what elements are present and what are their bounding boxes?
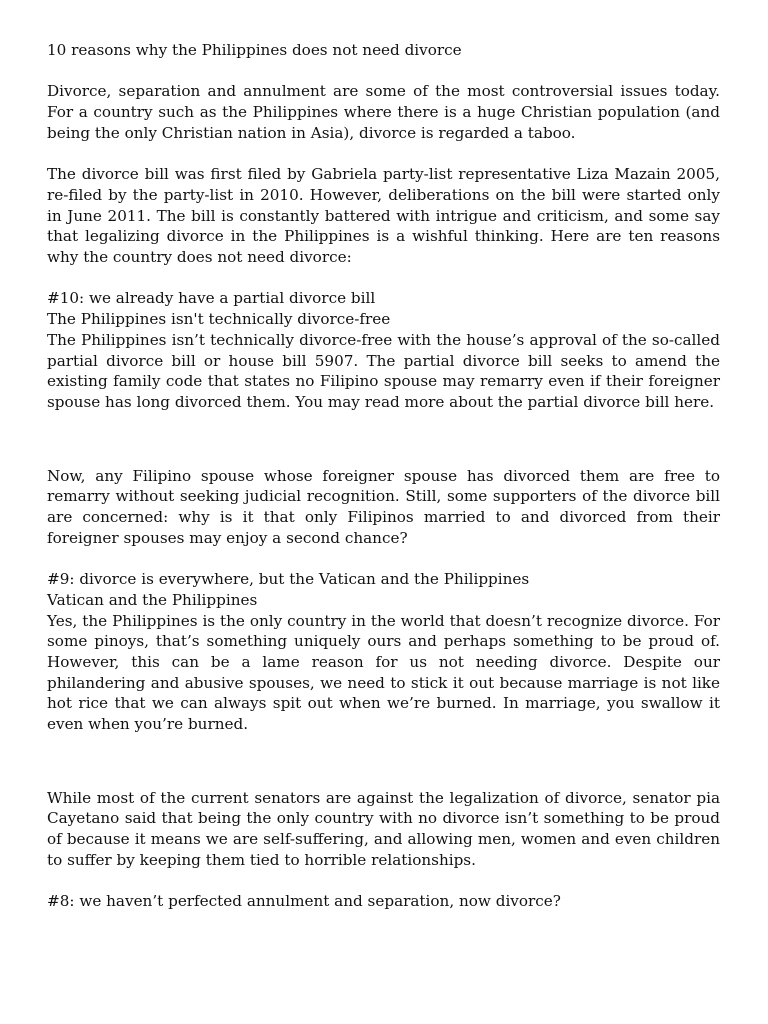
- section-subheading-9: Vatican and the Philippines: [47, 590, 258, 609]
- spacer: [47, 871, 720, 892]
- spacer: [47, 268, 720, 289]
- spacer: [47, 144, 720, 165]
- intro-paragraph: Divorce, separation and annulment are some of the most controversial issues today. For a country such as the Philippines where there is a huge Christian population (and being the only Christian nation in Asia), divorce is regarded a taboo.: [47, 82, 720, 142]
- section-subheading-10: The Philippines isn't technically divorce-free: [47, 310, 391, 329]
- document-title: 10 reasons why the Philippines does not need divorce: [47, 41, 462, 59]
- intro-paragraph: The divorce bill was first filed by Gabriela party-list representative Liza Mazain 2005, re-filed by the party-list in 2010. However, deliberations on the bill were started only in June 2011. The bill is constantly battered with intrigue and criticism, and some say that legalizing divorce in the Philippines is a wishful thinking. Here are ten reasons why the country does not need divorce:: [47, 165, 720, 266]
- section-paragraph: Yes, the Philippines is the only country in the world that doesn’t recognize divorce. For some pinoys, that’s something uniquely ours and perhaps something to be proud of. However, this can be a lame reason for us not needing divorce. Despite our philandering and abusive spouses, we need to stick it out because marriage is not like hot rice that we can always spit out when we’re burned. In marriage, you swallow it even when you’re burned.: [47, 611, 720, 734]
- section-heading-9: #9: divorce is everywhere, but the Vatican and the Philippines: [47, 570, 530, 589]
- section-paragraph: Now, any Filipino spouse whose foreigner spouse has divorced them are free to remarry without seeking judicial recognition. Still, some supporters of the divorce bill are concerned: why is it that only Filipinos married to and divorced from their foreigner spouses may enjoy a second chance?: [47, 466, 720, 547]
- spacer: [47, 735, 720, 788]
- document-page: [47, 40, 720, 912]
- section-paragraph: While most of the current senators are against the legalization of divorce, senator pia Cayetano said that being the only country with no divorce isn’t something to be proud of because it means we are self-suffering, and allowing men, women and even children to suffer by keeping them tied to horrible relationships.: [47, 788, 720, 869]
- section-paragraph: The Philippines isn’t technically divorce-free with the house’s approval of the so-called partial divorce bill or house bill 5907. The partial divorce bill seeks to amend the existing family code that states no Filipino spouse may remarry even if their foreigner spouse has long divorced them. You may read more about the partial divorce bill here.: [47, 330, 720, 411]
- section-heading-8: #8: we haven’t perfected annulment and separation, now divorce?: [47, 892, 561, 911]
- section-heading-10: #10: we already have a partial divorce bill: [47, 289, 376, 308]
- spacer: [47, 413, 720, 466]
- spacer: [47, 61, 720, 82]
- spacer: [47, 548, 720, 569]
